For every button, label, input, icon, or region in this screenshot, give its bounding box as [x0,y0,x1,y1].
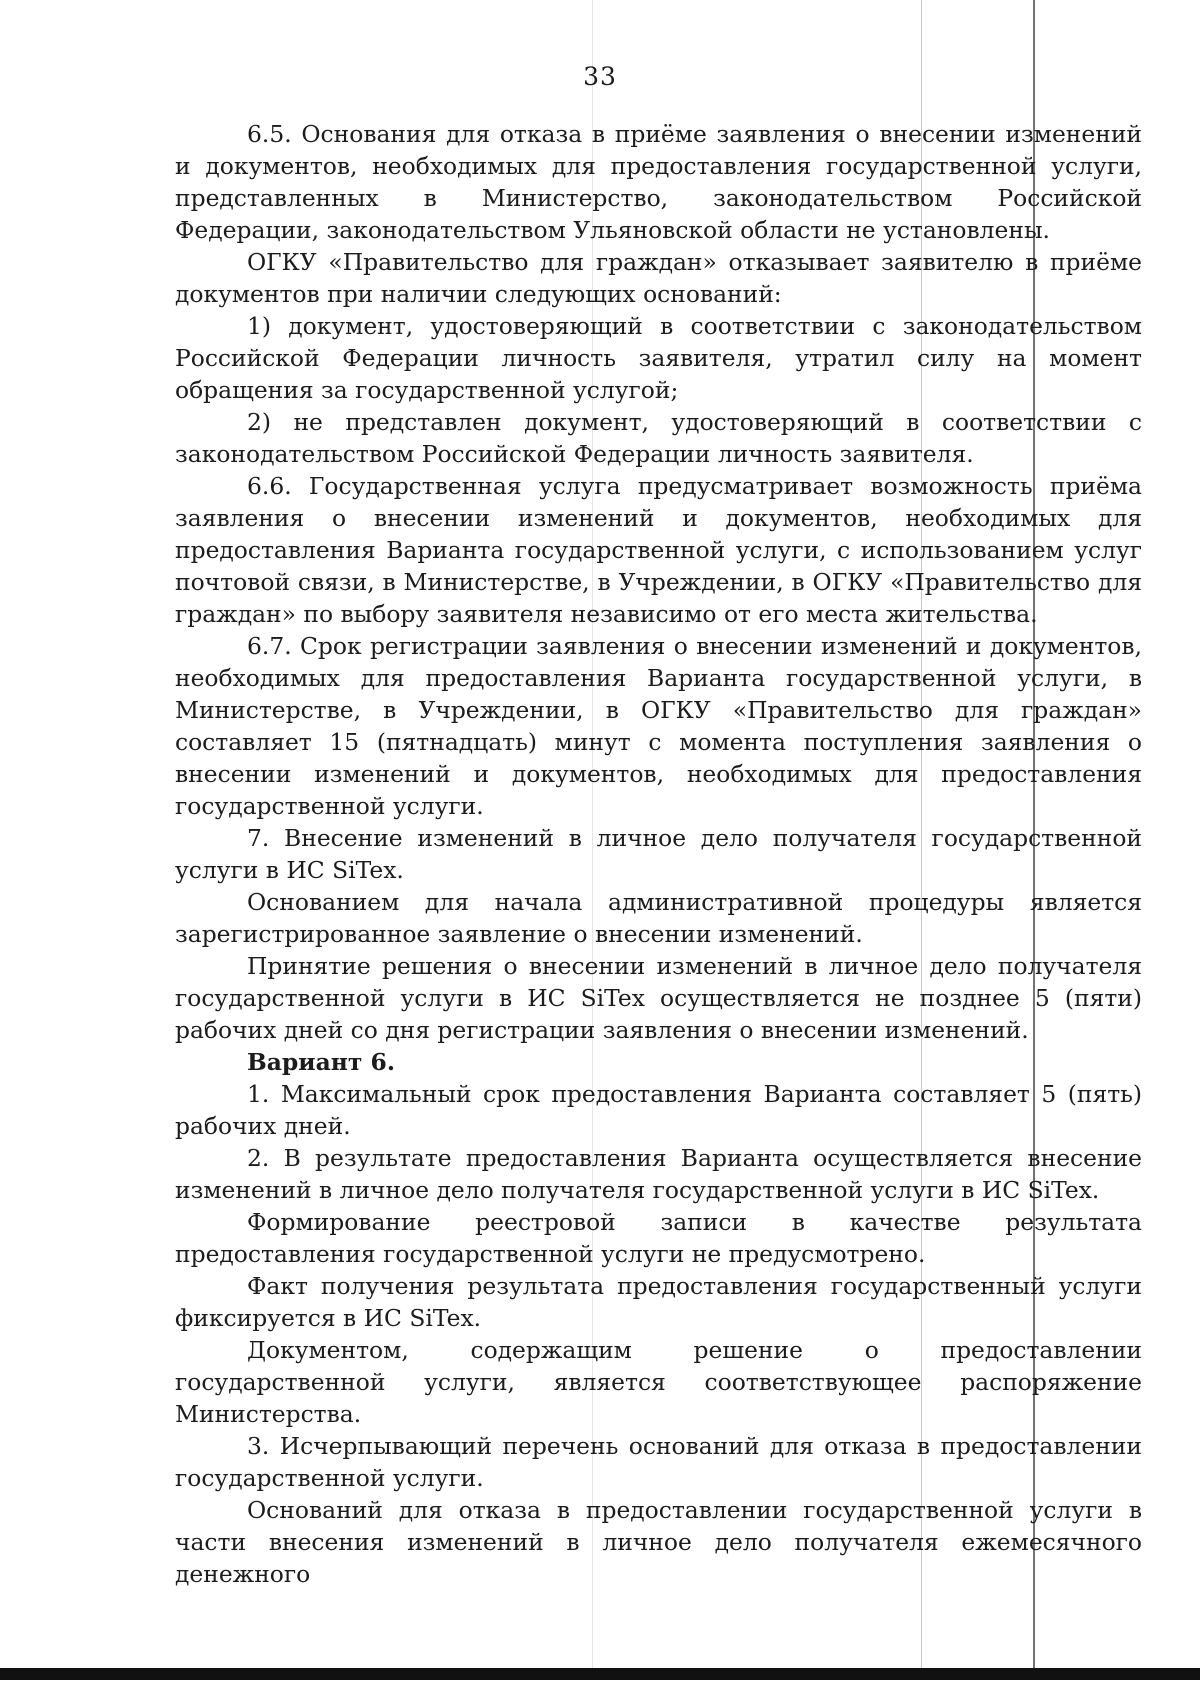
paragraph-6-5: 6.5. Основания для отказа в приёме заявления о внесении изменений и документов, необходимых для предоставления государственной услуги, представленных в Министерство, законодательством Российской Федерации, законодательством Ульяновской области не установлены. [175,120,1142,244]
paragraph-6-6: 6.6. Государственная услуга предусматривает возможность приёма заявления о внесении изменений и документов, необходимых для предоставления Варианта государственной услуги, с использованием услуг почтовой связи, в Министерстве, в Учреждении, в ОГКУ «Правительство для граждан» по выбору заявителя независимо от его места жительства. [175,472,1142,628]
paragraph-decision: Принятие решения о внесении изменений в личное дело получателя государственной услуги в ИС SiTex осуществляется не позднее 5 (пяти) рабочих дней со дня регистрации заявления о внесении изменений. [175,952,1142,1044]
paragraph-ogku-refusal: ОГКУ «Правительство для граждан» отказывает заявителю в приёме документов при наличии следующих оснований: [175,248,1142,308]
paragraph-decision-document: Документом, содержащим решение о предоставлении государственной услуги, является соответствующее распоряжение Министерства. [175,1336,1142,1428]
page-number: 33 [583,62,617,91]
paragraph-result-fact: Факт получения результата предоставления государственный услуги фиксируется в ИС SiTex. [175,1272,1142,1332]
paragraph-no-grounds: Оснований для отказа в предоставлении государственной услуги в части внесения изменений в личное дело получателя ежемесячного денежного [175,1496,1142,1588]
paragraph-ground-1: 1) документ, удостоверяющий в соответствии с законодательством Российской Федерации личность заявителя, утратил силу на момент обращения за государственной услугой; [175,312,1142,404]
section-heading-variant-6: Вариант 6. [247,1048,395,1076]
paragraph-v6-2: 2. В результате предоставления Варианта осуществляется внесение изменений в личное дело получателя государственной услуги в ИС SiTex. [175,1144,1142,1204]
scan-bottom-edge [0,1668,1200,1680]
document-body [175,118,1142,1590]
paragraph-basis: Основанием для начала административной процедуры является зарегистрированное заявление о внесении изменений. [175,888,1142,948]
paragraph-6-7: 6.7. Срок регистрации заявления о внесении изменений и документов, необходимых для предоставления Варианта государственной услуги, в Министерстве, в Учреждении, в ОГКУ «Правительство для граждан» составляет 15 (пятнадцать) минут с момента поступления заявления о внесении изменений и документов, необходимых для предоставления государственной услуги. [175,632,1142,820]
paragraph-registry-record: Формирование реестровой записи в качестве результата предоставления государственной услуги не предусмотрено. [175,1208,1142,1268]
paragraph-7: 7. Внесение изменений в личное дело получателя государственной услуги в ИС SiTex. [175,824,1142,884]
paragraph-v6-3: 3. Исчерпывающий перечень оснований для отказа в предоставлении государственной услуги. [175,1432,1142,1492]
paragraph-ground-2: 2) не представлен документ, удостоверяющий в соответствии с законодательством Российской Федерации личность заявителя. [175,408,1142,468]
paragraph-v6-1: 1. Максимальный срок предоставления Варианта составляет 5 (пять) рабочих дней. [175,1080,1142,1140]
